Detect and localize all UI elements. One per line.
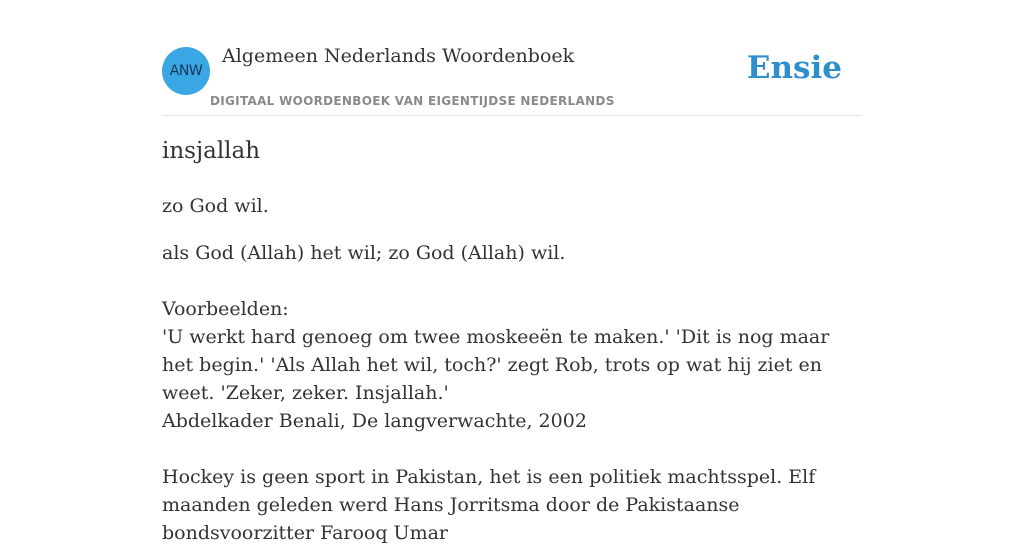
short-definition: zo God wil. (162, 195, 269, 217)
dictionary-title[interactable]: Algemeen Nederlands Woordenboek (222, 45, 575, 67)
entry-headword: insjallah (162, 138, 261, 164)
example-source: Abdelkader Benali, De langverwachte, 2002 (162, 410, 587, 432)
logo-text: ANW (169, 63, 203, 79)
definition-text: als God (Allah) het wil; zo God (Allah) wil. (162, 242, 566, 264)
site-header (162, 0, 862, 116)
definition-block (162, 239, 862, 547)
entry-content (162, 192, 862, 547)
examples-label: Voorbeelden: (162, 298, 289, 320)
spacer (162, 435, 862, 463)
dictionary-subtitle: DIGITAAL WOORDENBOEK VAN EIGENTIJDSE NEDERLANDS (210, 94, 615, 108)
anw-logo[interactable] (162, 47, 210, 95)
example-quote: Hockey is geen sport in Pakistan, het is een politiek machtsspel. Elf maanden geleden werd Hans Jorritsma door de Pakistaanse bondsvoorzitter Farooq Umar (162, 466, 816, 544)
page-container (162, 0, 862, 544)
ensie-logo[interactable]: Ensie (746, 50, 842, 86)
spacer (162, 267, 862, 295)
example-quote: 'U werkt hard genoeg om twee moskeeën te maken.' 'Dit is nog maar het begin.' 'Als Allah het wil, toch?' zegt Rob, trots op wat hij ziet en weet. 'Zeker, zeker. Insjallah.' (162, 326, 830, 404)
